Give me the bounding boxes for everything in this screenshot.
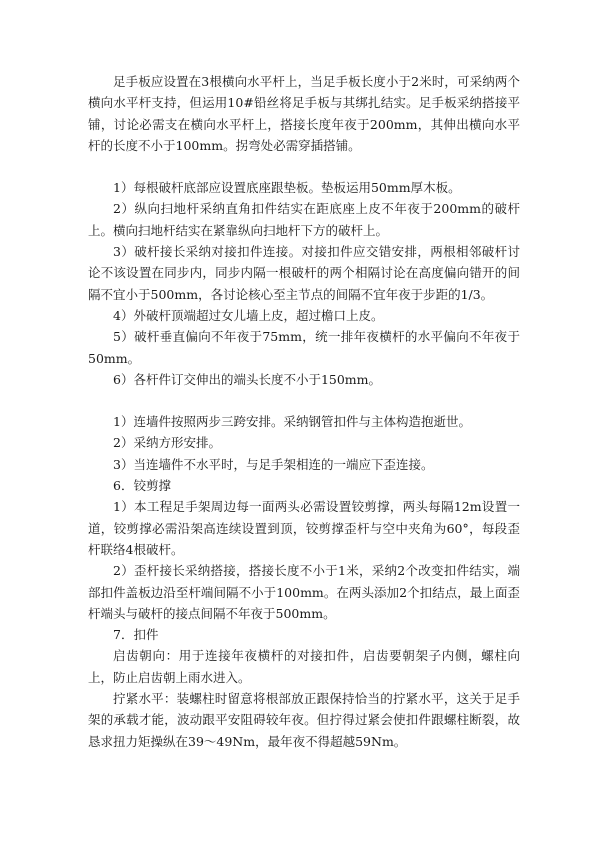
heading-cross-bracing: 6．铰剪撑 [113, 478, 171, 494]
paragraph-diagonal-splice: 2）歪杆接长采纳搭接，搭接长度不小于1米，采纳2个改变扣件结实，端部扣件盖板边沿至杆端间隔不小于100mm。在两头添加2个扣结点，最上面歪杆端头与破杆的接点间隔不年夜于500mm。 [88, 563, 520, 621]
paragraph-wall-tie-layout: 1）连墙件按照两步三跨安排。采纳钢管扣件与主体构造抱逝世。 [113, 414, 471, 430]
paragraph-upright-deviation: 5）破杆垂直偏向不年夜于75mm，统一排年夜横杆的水平偏向不年夜于50mm。 [88, 329, 520, 366]
paragraph-scaffold-board: 足手板应设置在3根横向水平杆上，当足手板长度小于2米时，可采纳两个横向水平杆支持，但运用10#铅丝将足手板与其绑扎结实。足手板采纳搭接平铺，讨论必需支在横向水平杆上，搭接长度年夜于200mm，其伸出横向水平杆的长度不小于100mm。拐弯处必需穿插搭铺。 [88, 74, 520, 153]
paragraph-wall-tie-slope: 3）当连墙件不水平时，与足手架相连的一端应下歪连接。 [113, 456, 434, 472]
paragraph-upright-splice: 3）破杆接长采纳对接扣件连接。对接扣件应交错安排，两根相邻破杆讨论不该设置在同步内，同步内隔一根破杆的两个相隔讨论在高度偏向错开的间隔不宜小于500mm，各讨论核心至主节点的间隔不宜年夜于步距的1/3。 [88, 244, 520, 302]
paragraph-upright-top: 4）外破杆顶端超过女儿墙上皮，超过檐口上皮。 [113, 307, 384, 323]
document-body [88, 71, 520, 752]
heading-couplers: 7．扣件 [113, 627, 159, 643]
section-gap [88, 390, 520, 411]
paragraph-coupler-opening: 启齿朝向：用于连接年夜横杆的对接扣件，启齿要朝架子内侧，螺柱向上，防止启齿朝上雨水进入。 [88, 648, 520, 685]
paragraph-sweep-pole: 2）纵向扫地杆采纳直角扣件结实在距底座上皮不年夜于200mm的破杆上。横向扫地杆结实在紧靠纵向扫地杆下方的破杆上。 [88, 201, 520, 238]
paragraph-coupler-torque: 拧紧水平：装螺柱时留意将根部放正跟保持恰当的拧紧水平，这关于足手架的承载才能，波动跟平安阻碍较年夜。但拧得过紧会使扣件跟螺柱断裂，故恳求扭力矩操纵在39～49Nm，最年夜不得超越59Nm。 [88, 691, 520, 749]
section-gap [88, 156, 520, 177]
paragraph-upright-base: 1）每根破杆底部应设置底座跟垫板。垫板运用50mm厚木板。 [113, 180, 461, 196]
paragraph-cross-bracing-setup: 1）本工程足手架周边每一面两头必需设置铰剪撑，两头每隔12m设置一道，铰剪撑必需沿架高连续设置到顶，铰剪撑歪杆与空中夹角为60°，每段歪杆联络4根破杆。 [88, 499, 520, 557]
paragraph-rod-end-length: 6）各杆件订交伸出的端头长度不小于150mm。 [113, 371, 382, 387]
paragraph-wall-tie-square: 2）采纳方形安排。 [113, 435, 221, 451]
